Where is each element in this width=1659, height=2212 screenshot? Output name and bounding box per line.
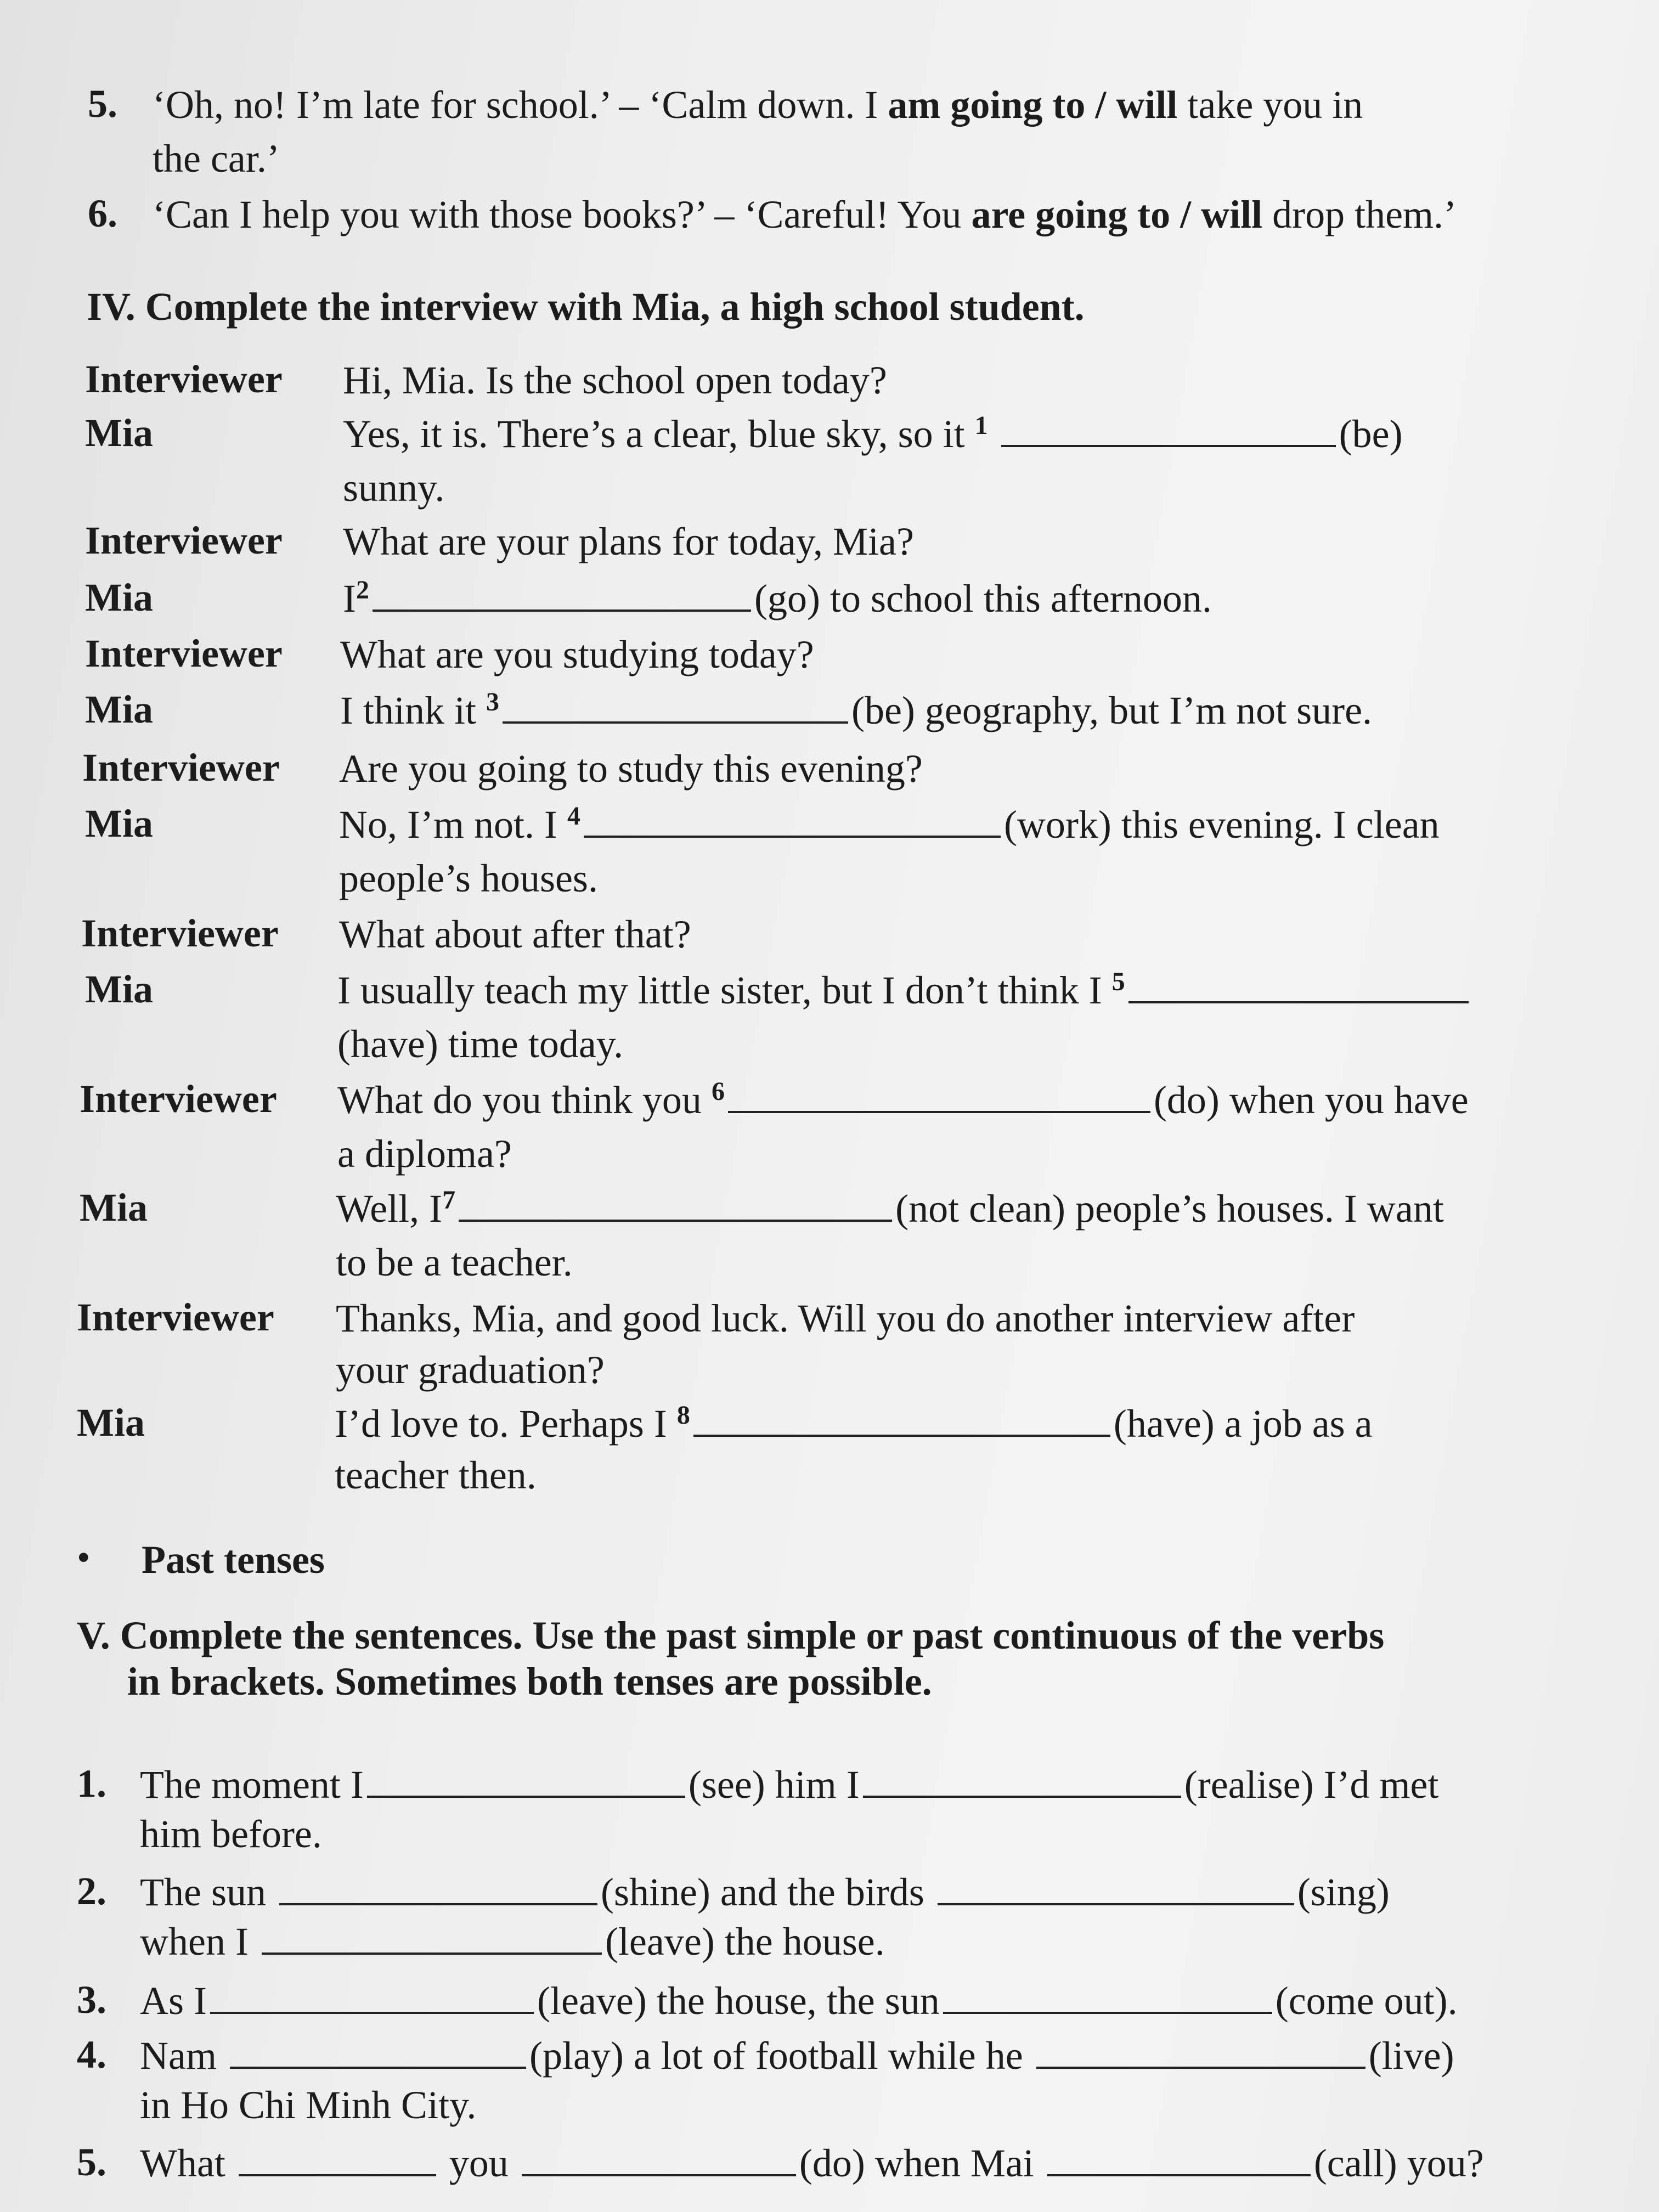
dialogue-text: Well, I — [336, 1187, 443, 1231]
sentence-text: the car.’ — [153, 137, 280, 180]
sentence-line — [140, 2140, 1484, 2187]
dialogue-text: I — [343, 577, 356, 620]
choice-text: am going to / will — [888, 83, 1178, 127]
sentence-text: you — [449, 2141, 509, 2185]
dialogue-text: sunny. — [343, 466, 445, 510]
dialogue-text: I usually teach my little sister, but I don’t think I — [337, 968, 1102, 1012]
sentence-line — [140, 1918, 885, 1965]
answer-blank[interactable] — [279, 1870, 597, 1905]
answer-blank[interactable] — [262, 1920, 602, 1955]
item-number: 5. — [88, 82, 117, 126]
sentence-text: As I — [140, 1979, 207, 2023]
answer-blank[interactable] — [943, 1979, 1272, 2014]
sentence-text: ‘Oh, no! I’m late for school.’ – ‘Calm down. I — [153, 83, 888, 127]
verb-hint: (call) you? — [1313, 2141, 1484, 2185]
sentence-text: ‘Can I help you with those books?’ – ‘Careful! You — [153, 193, 972, 236]
verb-hint: (realise) I’d met — [1184, 1763, 1439, 1807]
answer-blank[interactable] — [230, 2034, 526, 2069]
dialogue-text: No, I’m not. I — [339, 803, 557, 847]
subsection-title: Past tenses — [142, 1538, 325, 1582]
verb-hint: (do) when Mai — [799, 2141, 1034, 2185]
speaker-label: Interviewer — [85, 518, 283, 562]
sentence-line — [140, 1977, 1458, 2024]
verb-hint: (play) a lot of football while he — [529, 2034, 1023, 2078]
answer-blank[interactable] — [1001, 412, 1336, 447]
speaker-label: Interviewer — [77, 1295, 274, 1339]
dialogue-text: What are you studying today? — [340, 633, 814, 676]
verb-hint: (not clean) people’s houses. I want — [895, 1187, 1444, 1231]
verb-hint: (go) to school this afternoon. — [754, 577, 1212, 620]
sentence-line — [153, 81, 1363, 128]
speaker-label: Mia — [85, 411, 153, 455]
verb-hint: (live) — [1368, 2034, 1454, 2078]
dialogue-text: to be a teacher. — [336, 1240, 573, 1284]
sentence-line — [140, 1761, 1439, 1808]
item-number: 6. — [88, 191, 117, 235]
sentence-text: drop them.’ — [1262, 193, 1457, 236]
sentence-text: The moment I — [140, 1763, 364, 1807]
answer-blank[interactable] — [503, 689, 848, 724]
verb-hint: (work) this evening. I clean — [1003, 803, 1440, 847]
answer-blank[interactable] — [210, 1979, 534, 2014]
answer-blank[interactable] — [1128, 968, 1469, 1003]
gap-number: 4 — [567, 802, 580, 831]
sentence-text: The sun — [140, 1870, 266, 1914]
answer-blank[interactable] — [693, 1402, 1110, 1437]
speaker-label: Mia — [85, 575, 153, 619]
verb-hint: (leave) the house, the sun — [537, 1979, 940, 2023]
speaker-label: Mia — [85, 687, 153, 731]
dialogue-text: a diploma? — [337, 1132, 512, 1176]
speaker-label: Interviewer — [85, 357, 283, 401]
verb-hint: (leave) the house. — [605, 1920, 885, 1963]
dialogue-text: Thanks, Mia, and good luck. Will you do another interview after — [336, 1296, 1355, 1340]
dialogue-text: Are you going to study this evening? — [339, 747, 923, 791]
answer-blank[interactable] — [459, 1187, 892, 1222]
gap-number: 1 — [974, 411, 988, 440]
gap-number: 8 — [676, 1401, 690, 1430]
sentence-line — [140, 2032, 1454, 2079]
dialogue-line — [339, 801, 1440, 848]
answer-blank[interactable] — [367, 1763, 685, 1798]
verb-hint: (be) — [1339, 412, 1403, 456]
section-heading: V. Complete the sentences. Use the past simple or past continuous of the verbs — [77, 1613, 1385, 1657]
answer-blank[interactable] — [938, 1870, 1294, 1905]
verb-hint: (shine) and the birds — [600, 1870, 924, 1914]
speaker-label: Interviewer — [80, 1077, 277, 1121]
speaker-label: Interviewer — [81, 911, 279, 955]
verb-hint: (sing) — [1297, 1870, 1390, 1914]
item-number: 2. — [77, 1869, 106, 1913]
gap-number: 7 — [442, 1186, 456, 1215]
gap-number: 6 — [711, 1077, 725, 1106]
gap-number: 3 — [486, 687, 499, 716]
dialogue-line — [337, 1076, 1469, 1124]
speaker-label: Mia — [80, 1186, 148, 1229]
choice-text: are going to / will — [971, 193, 1263, 236]
dialogue-text: I’d love to. Perhaps I — [335, 1402, 667, 1446]
answer-blank[interactable] — [1047, 2141, 1311, 2176]
verb-hint: (see) him I — [688, 1763, 860, 1807]
item-number: 4. — [77, 2033, 106, 2076]
sentence-text: in Ho Chi Minh City. — [140, 2083, 477, 2127]
verb-hint: (do) when you have — [1153, 1078, 1469, 1122]
answer-blank[interactable] — [728, 1078, 1150, 1113]
sentence-line — [140, 1869, 1390, 1916]
dialogue-line — [343, 575, 1212, 622]
dialogue-line — [340, 687, 1372, 734]
speaker-label: Interviewer — [85, 631, 283, 675]
section-heading: in brackets. Sometimes both tenses are possible. — [127, 1660, 932, 1703]
item-number: 3. — [77, 1978, 106, 2022]
answer-blank[interactable] — [1036, 2034, 1365, 2069]
sentence-text: him before. — [140, 1812, 322, 1856]
dialogue-line — [335, 1400, 1373, 1447]
answer-blank[interactable] — [522, 2141, 796, 2176]
bullet-icon: • — [77, 1537, 91, 1579]
gap-number: 2 — [356, 575, 369, 605]
dialogue-text: Hi, Mia. Is the school open today? — [343, 358, 887, 402]
dialogue-line — [343, 410, 1403, 458]
answer-blank[interactable] — [239, 2141, 436, 2176]
verb-hint: (have) a job as a — [1113, 1402, 1373, 1446]
answer-blank[interactable] — [863, 1763, 1181, 1798]
verb-hint: (come out). — [1275, 1979, 1458, 2023]
dialogue-line — [336, 1185, 1444, 1232]
answer-blank[interactable] — [584, 803, 1001, 838]
verb-hint: (have) time today. — [337, 1022, 624, 1066]
dialogue-line — [337, 967, 1472, 1014]
gap-number: 5 — [1111, 967, 1125, 996]
dialogue-text: What do you think you — [337, 1078, 702, 1122]
answer-blank[interactable] — [373, 577, 751, 612]
dialogue-text: I think it — [340, 689, 476, 732]
dialogue-text: teacher then. — [335, 1453, 537, 1497]
dialogue-text: What are your plans for today, Mia? — [343, 520, 914, 563]
item-number: 5. — [77, 2140, 106, 2184]
verb-hint: (be) geography, but I’m not sure. — [851, 689, 1373, 732]
speaker-label: Mia — [85, 802, 153, 845]
dialogue-text: What about after that? — [339, 912, 691, 956]
dialogue-text: Yes, it is. There’s a clear, blue sky, so it — [343, 412, 965, 456]
sentence-text: Nam — [140, 2034, 217, 2078]
speaker-label: Mia — [77, 1401, 145, 1444]
dialogue-text: people’s houses. — [339, 856, 598, 900]
speaker-label: Interviewer — [82, 746, 280, 789]
speaker-label: Mia — [85, 967, 153, 1011]
section-heading: IV. Complete the interview with Mia, a high school student. — [87, 285, 1085, 329]
sentence-text: take you in — [1177, 83, 1363, 127]
item-number: 1. — [77, 1762, 106, 1805]
sentence-text: when I — [140, 1920, 249, 1963]
dialogue-text: your graduation? — [336, 1348, 605, 1392]
sentence-text: What — [140, 2141, 225, 2185]
sentence-line — [153, 191, 1457, 238]
